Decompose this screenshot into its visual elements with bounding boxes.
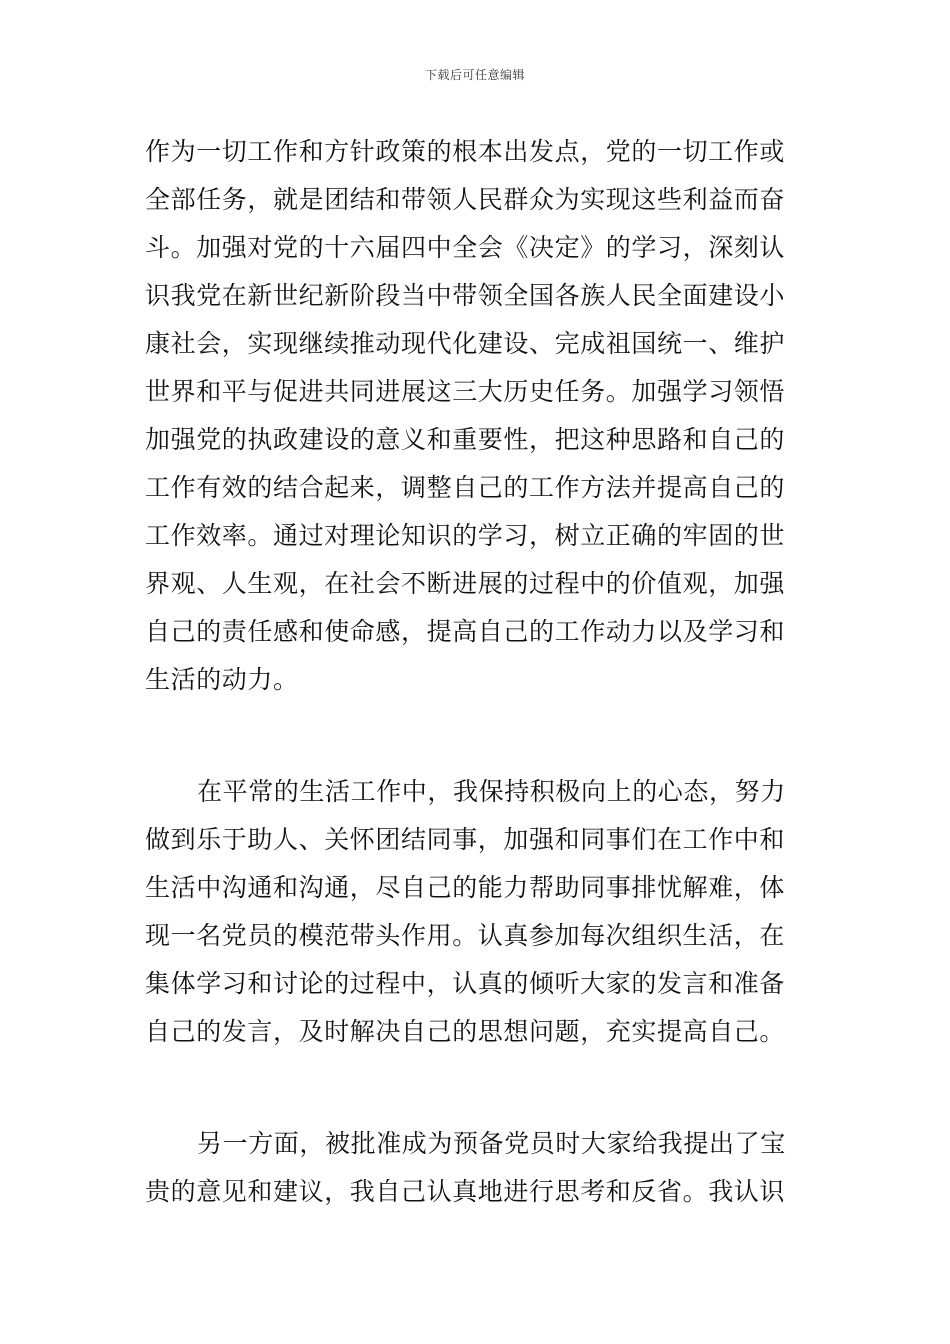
text-line: 做到乐于助人、关怀团结同事，加强和同事们在工作中和 xyxy=(145,825,786,854)
text-line: 自己的发言，及时解决自己的思想问题，充实提高自己。 xyxy=(145,1017,786,1046)
text-line: 自己的责任感和使命感，提高自己的工作动力以及学习和 xyxy=(145,617,786,646)
text-line: 康社会，实现继续推动现代化建设、完成祖国统一、维护 xyxy=(145,329,786,358)
paragraph-1 xyxy=(145,128,810,704)
text-line: 界观、人生观，在社会不断进展的过程中的价值观，加强 xyxy=(145,569,786,598)
text-line: 作为一切工作和方针政策的根本出发点，党的一切工作或 xyxy=(145,137,786,166)
paragraph-gap xyxy=(145,704,810,768)
paragraph-2 xyxy=(145,768,810,1056)
text-line: 斗。加强对党的十六届四中全会《决定》的学习，深刻认 xyxy=(145,233,786,262)
text-line: 世界和平与促进共同进展这三大历史任务。加强学习领悟 xyxy=(145,377,786,406)
text-line: 在平常的生活工作中，我保持积极向上的心态，努力 xyxy=(197,777,786,806)
text-line: 生活中沟通和沟通，尽自己的能力帮助同事排忧解难，体 xyxy=(145,873,786,902)
text-line: 识我党在新世纪新阶段当中带领全国各族人民全面建设小 xyxy=(145,281,786,310)
paragraph-gap xyxy=(145,1056,810,1120)
text-line: 贵的意见和建议，我自己认真地进行思考和反省。我认识 xyxy=(145,1177,786,1206)
text-line: 集体学习和讨论的过程中，认真的倾听大家的发言和准备 xyxy=(145,969,786,998)
page-header-note: 下载后可任意编辑 xyxy=(424,68,525,82)
document-body xyxy=(145,128,810,1216)
text-line: 工作效率。通过对理论知识的学习，树立正确的牢固的世 xyxy=(145,521,786,550)
text-line: 全部任务，就是团结和带领人民群众为实现这些利益而奋 xyxy=(145,185,786,214)
text-line: 加强党的执政建设的意义和重要性，把这种思路和自己的 xyxy=(145,425,786,454)
text-line: 生活的动力。 xyxy=(145,665,299,694)
text-line: 现一名党员的模范带头作用。认真参加每次组织生活，在 xyxy=(145,921,786,950)
text-line: 工作有效的结合起来，调整自己的工作方法并提高自己的 xyxy=(145,473,786,502)
paragraph-3 xyxy=(145,1120,810,1216)
text-line: 另一方面，被批准成为预备党员时大家给我提出了宝 xyxy=(197,1129,786,1158)
